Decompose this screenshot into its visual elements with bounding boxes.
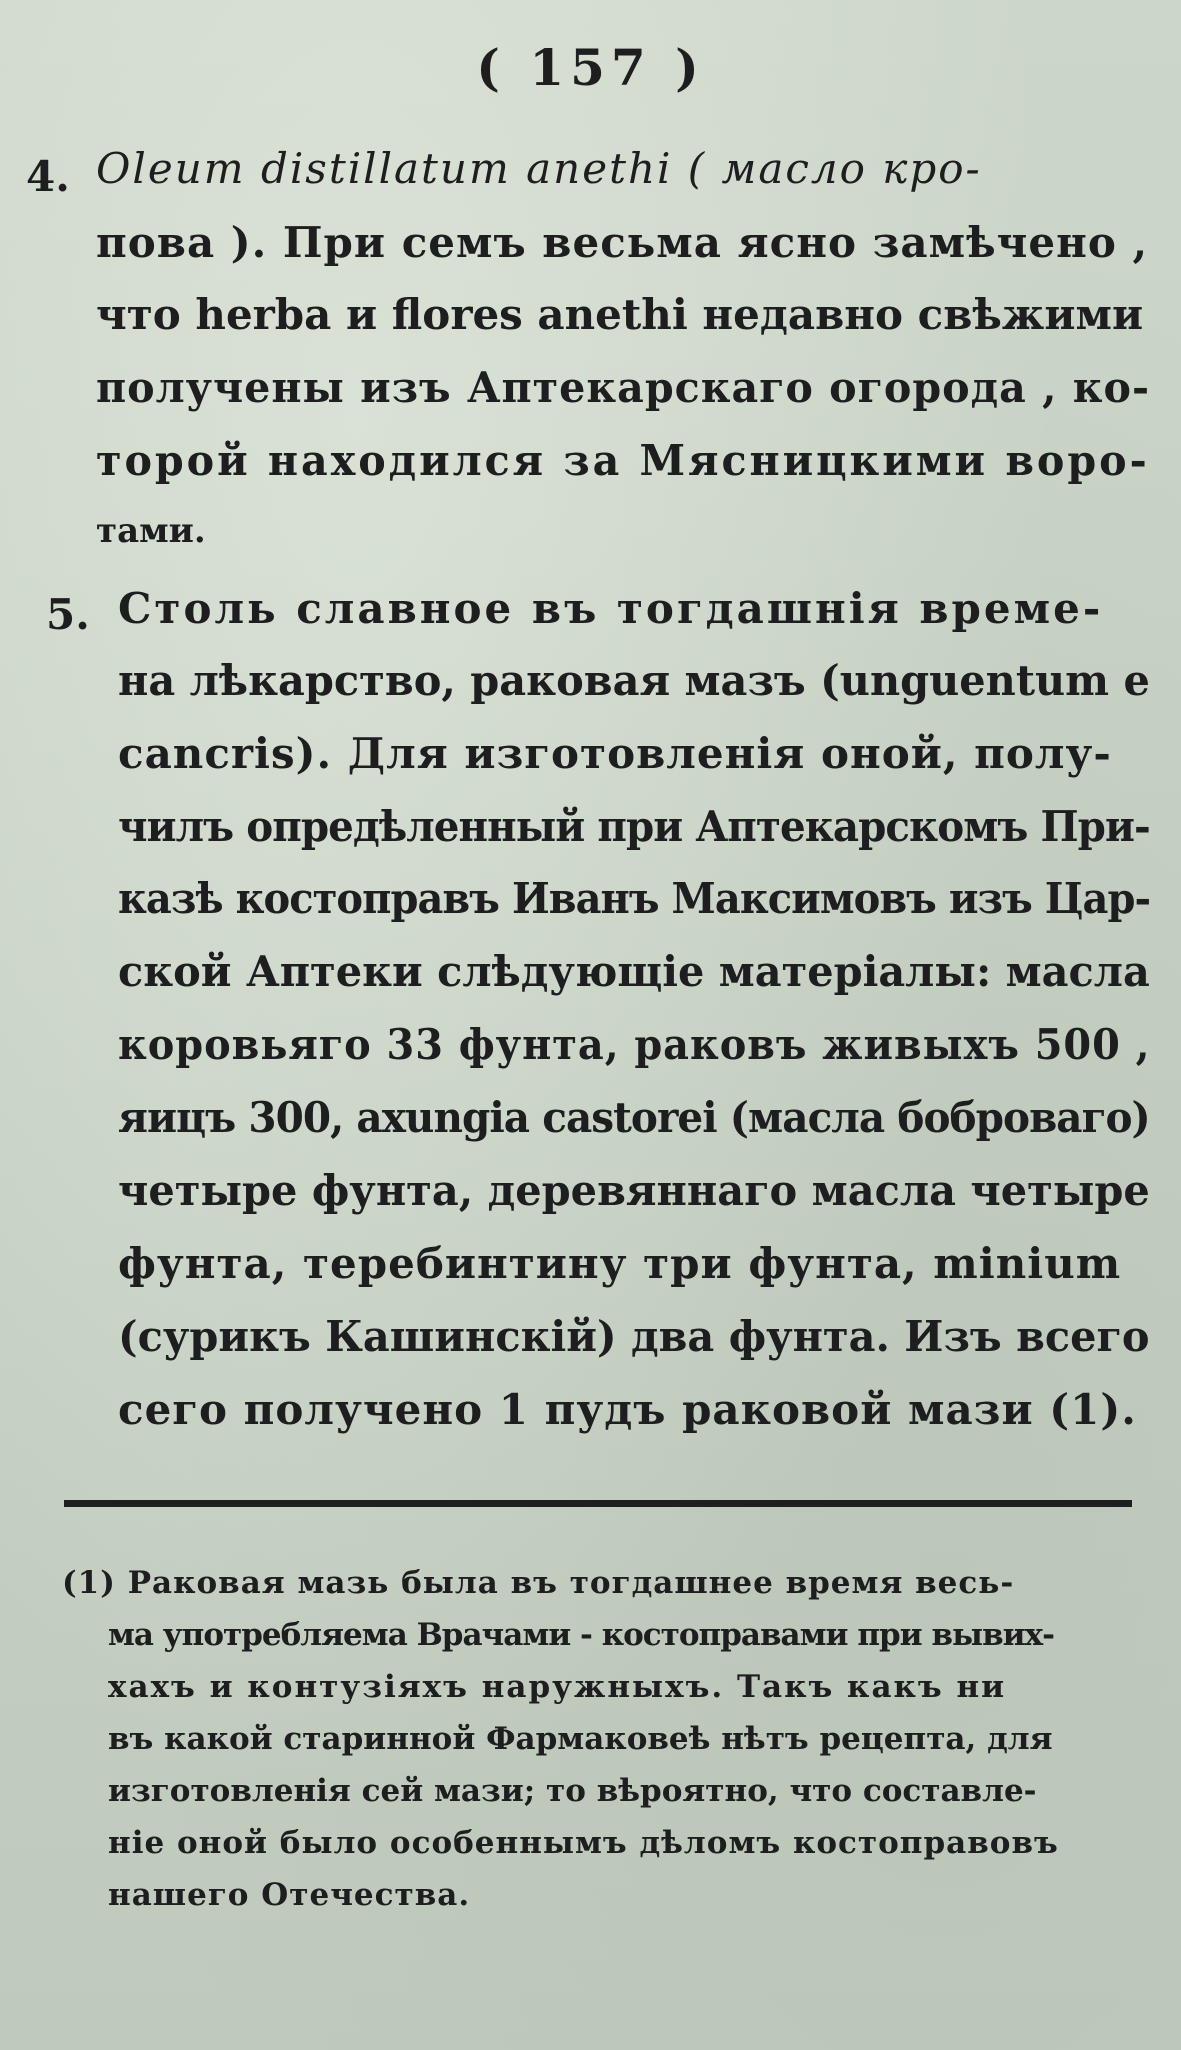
- text-line: сего получено 1 пудъ раковой мази (1).: [118, 1385, 1137, 1434]
- text-line: торой находился за Мясницкими воро-: [96, 436, 1150, 485]
- text-line: Oleum distillatum anethi ( масло кро-: [96, 144, 982, 193]
- footnote-line: нашего Отечества.: [108, 1877, 471, 1913]
- footnote-line: ма употребляема Врачами - костоправами при вывих-: [108, 1617, 1054, 1653]
- text-line: казѣ костоправъ Иванъ Максимовъ изъ Цар-: [118, 874, 1151, 923]
- text-line: тами.: [96, 511, 206, 551]
- text-line: получены изъ Аптекарскаго огорода , ко-: [96, 363, 1151, 412]
- footnote-line: ніе оной было особеннымъ дѣломъ костоправовъ: [108, 1825, 1059, 1861]
- text-line: Столь славное въ тогдашнія време-: [118, 584, 1104, 633]
- text-line: что herba и flores anethi недавно свѣжими: [96, 290, 1144, 339]
- text-line: на лѣкарство, раковая мазъ (unguentum e: [118, 656, 1150, 705]
- text-line: фунта, теребинтину три фунта, minium: [118, 1239, 1122, 1288]
- text-line: cancris). Для изготовленія оной, полу-: [118, 729, 1112, 778]
- item-number: 4.: [26, 152, 70, 201]
- footnote-separator-rule: [64, 1500, 1132, 1507]
- text-line: чилъ опредѣленный при Аптекарскомъ При-: [118, 802, 1150, 851]
- text-line: (сурикъ Кашинскій) два фунта. Изъ всего: [118, 1312, 1150, 1361]
- text-line: ской Аптеки слѣдующіе матеріалы: масла: [118, 947, 1150, 996]
- footnote-line: въ какой старинной Фармаковеѣ нѣтъ рецепта, для: [108, 1721, 1053, 1757]
- text-line: яицъ 300, axungia castorei (масла боброваго): [118, 1093, 1150, 1142]
- item-number: 5.: [46, 590, 90, 639]
- page-number: ( 157 ): [476, 38, 705, 97]
- text-line: пова ). При семъ весьма ясно замѣчено ,: [96, 218, 1149, 267]
- text-line: коровьяго 33 фунта, раковъ живыхъ 500 ,: [118, 1020, 1151, 1069]
- footnote-line: изготовленія сей мази; то вѣроятно, что составле-: [108, 1773, 1037, 1809]
- footnote-line: (1) Раковая мазь была въ тогдашнее время весь-: [62, 1565, 1015, 1601]
- text-line: четыре фунта, деревяннаго масла четыре: [118, 1166, 1150, 1215]
- footnote-line: хахъ и контузіяхъ наружныхъ. Такъ какъ ни: [108, 1669, 1007, 1705]
